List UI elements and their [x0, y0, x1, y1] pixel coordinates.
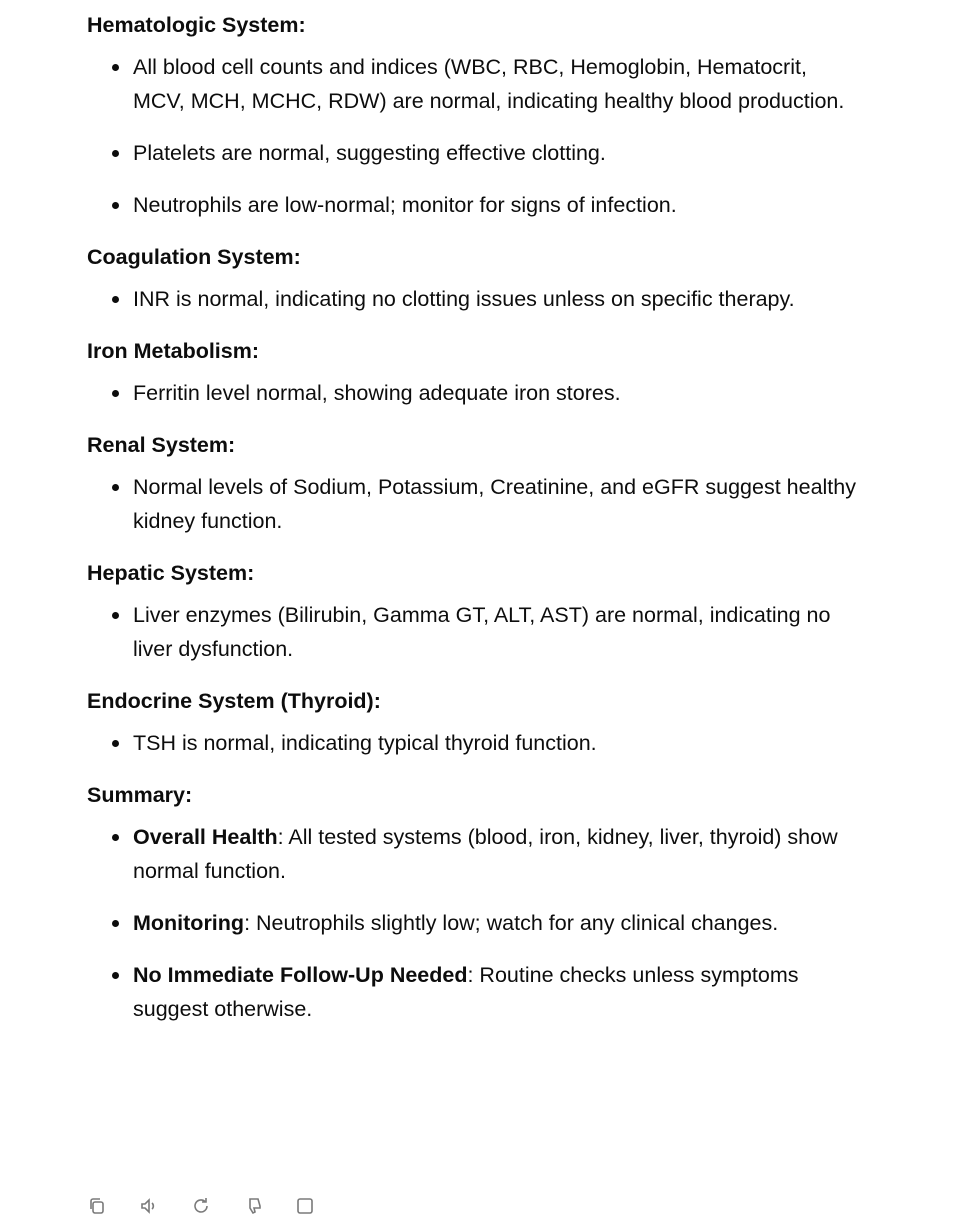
bullet-list: [87, 820, 857, 1026]
list-item: [87, 598, 857, 666]
list-item-text: Platelets are normal, suggesting effective clotting.: [133, 141, 606, 165]
regenerate-icon[interactable]: [191, 1196, 211, 1216]
bullet-marker: [112, 64, 119, 71]
section-heading: Hematologic System:: [87, 13, 306, 37]
list-item-text: TSH is normal, indicating typical thyroid function.: [133, 731, 597, 755]
read-aloud-icon[interactable]: [139, 1196, 159, 1216]
bullet-marker: [112, 484, 119, 491]
list-item-text: Normal levels of Sodium, Potassium, Creatinine, and eGFR suggest healthy kidney function.: [133, 475, 856, 533]
bullet-marker: [112, 834, 119, 841]
bullet-marker: [112, 740, 119, 747]
bullet-marker: [112, 296, 119, 303]
list-item-text: : Neutrophils slightly low; watch for any clinical changes.: [244, 911, 779, 935]
list-item-text: : Routine checks unless symptoms suggest otherwise.: [133, 963, 799, 1021]
section-hepatic: [87, 556, 857, 666]
list-item-text: Neutrophils are low-normal; monitor for signs of infection.: [133, 193, 677, 217]
section-heading: Renal System:: [87, 433, 236, 457]
bullet-marker: [112, 612, 119, 619]
list-item: [87, 188, 857, 222]
list-item-bold-label: Overall Health: [133, 825, 278, 849]
list-item: [87, 136, 857, 170]
section-heading: Iron Metabolism:: [87, 339, 260, 363]
section-heading: Coagulation System:: [87, 245, 301, 269]
list-item: [87, 376, 857, 410]
list-item-text: All blood cell counts and indices (WBC, RBC, Hemoglobin, Hematocrit, MCV, MCH, MCHC, RDW) are normal, indicating healthy blood production.: [133, 55, 845, 113]
section-renal: [87, 428, 857, 538]
section-summary: [87, 778, 857, 1026]
list-item: [87, 906, 857, 940]
copy-icon[interactable]: [87, 1196, 107, 1216]
list-item: [87, 282, 857, 316]
list-item-bold-label: No Immediate Follow-Up Needed: [133, 963, 468, 987]
bullet-marker: [112, 390, 119, 397]
list-item: [87, 820, 857, 888]
list-item-text: Liver enzymes (Bilirubin, Gamma GT, ALT, AST) are normal, indicating no liver dysfunction.: [133, 603, 831, 661]
section-iron-metabolism: [87, 334, 857, 410]
list-item-bold-label: Monitoring: [133, 911, 245, 935]
section-endocrine: [87, 684, 857, 760]
thumbs-down-icon[interactable]: [243, 1196, 263, 1216]
more-icon[interactable]: [295, 1196, 315, 1216]
list-item: [87, 726, 857, 760]
section-heading: Summary:: [87, 783, 193, 807]
bullet-marker: [112, 972, 119, 979]
bullet-marker: [112, 150, 119, 157]
list-item: [87, 958, 857, 1026]
bullet-list: [87, 470, 857, 538]
section-heading: Hepatic System:: [87, 561, 255, 585]
list-item: [87, 50, 857, 118]
section-hematologic: [87, 8, 857, 222]
bullet-list: [87, 50, 857, 222]
list-item-text: : All tested systems (blood, iron, kidney, liver, thyroid) show normal function.: [133, 825, 838, 883]
bullet-list: [87, 598, 857, 666]
bullet-marker: [112, 202, 119, 209]
section-coagulation: [87, 240, 857, 316]
list-item: [87, 470, 857, 538]
bullet-list: [87, 282, 857, 316]
bullet-list: [87, 726, 857, 760]
bullet-marker: [112, 920, 119, 927]
message-content: [87, 8, 857, 1044]
list-item-text: INR is normal, indicating no clotting issues unless on specific therapy.: [133, 287, 795, 311]
message-action-toolbar: [87, 1196, 315, 1216]
list-item-text: Ferritin level normal, showing adequate iron stores.: [133, 381, 621, 405]
section-heading: Endocrine System (Thyroid):: [87, 689, 381, 713]
bullet-list: [87, 376, 857, 410]
